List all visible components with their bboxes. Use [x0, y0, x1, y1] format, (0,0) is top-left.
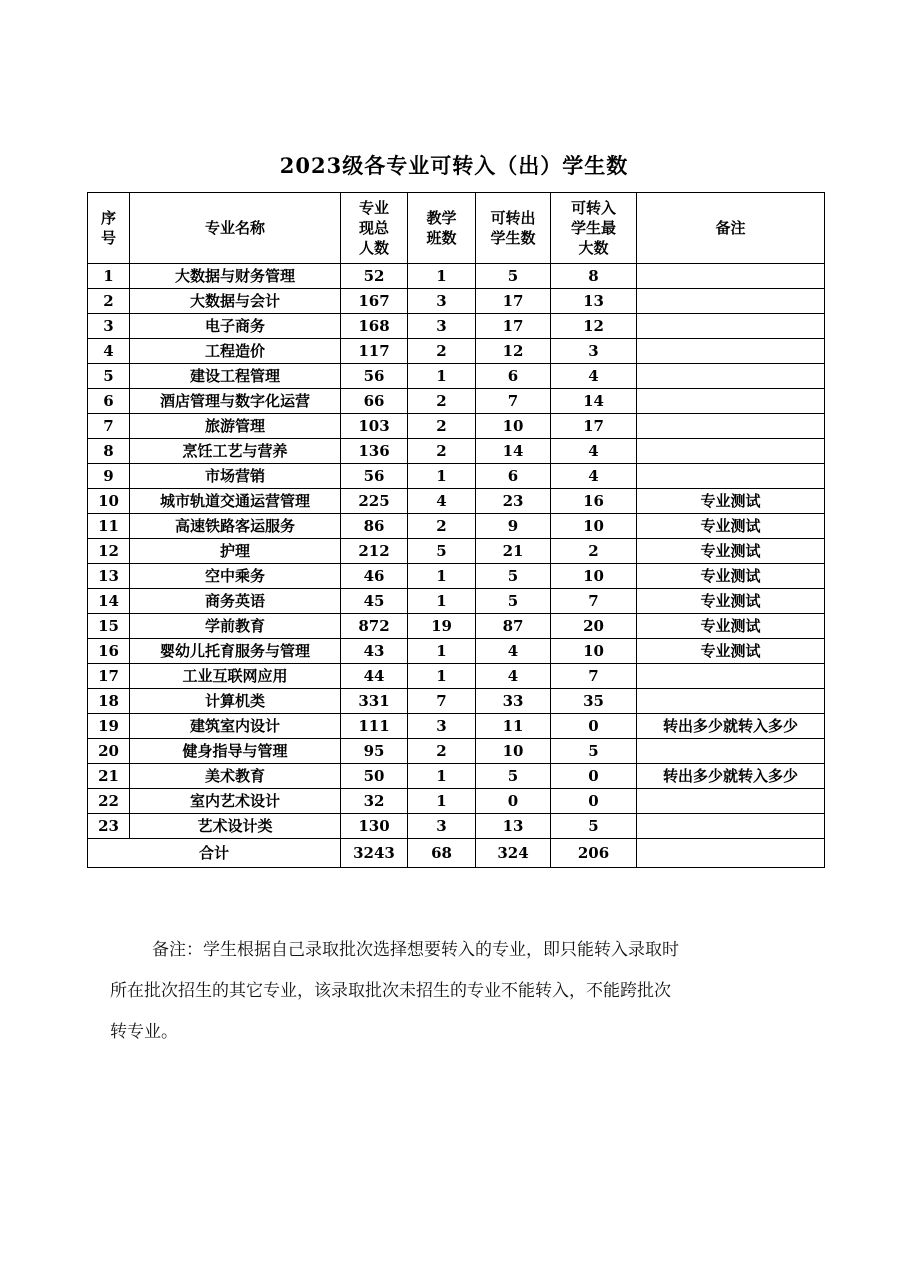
cell-classes: 7	[408, 689, 476, 714]
cell-name: 美术教育	[130, 764, 341, 789]
footnote-line-2: 所在批次招生的其它专业，该录取批次未招生的专业不能转入，不能跨批次	[110, 981, 671, 1001]
cell-name: 城市轨道交通运营管理	[130, 489, 341, 514]
cell-classes: 2	[408, 739, 476, 764]
cell-classes: 3	[408, 289, 476, 314]
cell-total: 56	[341, 364, 408, 389]
cell-seq: 11	[88, 514, 130, 539]
cell-out: 10	[476, 739, 551, 764]
total-row	[88, 839, 825, 868]
cell-remark: 专业测试	[637, 564, 825, 589]
cell-remark	[637, 689, 825, 714]
table-row	[88, 789, 825, 814]
cell-total: 331	[341, 689, 408, 714]
table-row	[88, 414, 825, 439]
cell-out: 5	[476, 589, 551, 614]
cell-classes: 1	[408, 589, 476, 614]
cell-in-max: 12	[551, 314, 637, 339]
table-row	[88, 289, 825, 314]
cell-total: 130	[341, 814, 408, 839]
cell-remark: 专业测试	[637, 539, 825, 564]
table-body	[88, 264, 825, 839]
cell-in-max: 2	[551, 539, 637, 564]
cell-in-max: 17	[551, 414, 637, 439]
cell-in-max: 0	[551, 789, 637, 814]
cell-remark	[637, 339, 825, 364]
header-out: 可转出学生数	[476, 193, 551, 264]
cell-name: 建设工程管理	[130, 364, 341, 389]
cell-classes: 1	[408, 464, 476, 489]
cell-seq: 4	[88, 339, 130, 364]
table-row	[88, 814, 825, 839]
cell-seq: 18	[88, 689, 130, 714]
table-row	[88, 489, 825, 514]
cell-classes: 1	[408, 639, 476, 664]
cell-name: 电子商务	[130, 314, 341, 339]
cell-in-max: 20	[551, 614, 637, 639]
cell-seq: 21	[88, 764, 130, 789]
total-in-max: 206	[551, 839, 637, 868]
total-label: 合计	[88, 839, 341, 868]
cell-remark: 专业测试	[637, 514, 825, 539]
cell-seq: 10	[88, 489, 130, 514]
cell-out: 21	[476, 539, 551, 564]
cell-remark	[637, 789, 825, 814]
cell-total: 45	[341, 589, 408, 614]
cell-total: 43	[341, 639, 408, 664]
cell-total: 136	[341, 439, 408, 464]
cell-name: 烹饪工艺与营养	[130, 439, 341, 464]
cell-classes: 3	[408, 714, 476, 739]
cell-in-max: 5	[551, 814, 637, 839]
cell-name: 健身指导与管理	[130, 739, 341, 764]
transfer-table	[87, 192, 825, 868]
cell-classes: 2	[408, 514, 476, 539]
cell-remark	[637, 264, 825, 289]
cell-name: 商务英语	[130, 589, 341, 614]
cell-total: 167	[341, 289, 408, 314]
cell-classes: 4	[408, 489, 476, 514]
cell-in-max: 7	[551, 589, 637, 614]
table-row	[88, 564, 825, 589]
cell-out: 7	[476, 389, 551, 414]
footnote-line-1: 备注：学生根据自己录取批次选择想要转入的专业，即只能转入录取时	[152, 940, 679, 960]
table-row	[88, 614, 825, 639]
total-remark	[637, 839, 825, 868]
cell-seq: 22	[88, 789, 130, 814]
header-seq: 序号	[88, 193, 130, 264]
footnote	[110, 930, 800, 1053]
table-row	[88, 739, 825, 764]
cell-remark	[637, 389, 825, 414]
cell-seq: 14	[88, 589, 130, 614]
cell-name: 酒店管理与数字化运营	[130, 389, 341, 414]
cell-name: 护理	[130, 539, 341, 564]
cell-in-max: 14	[551, 389, 637, 414]
cell-seq: 9	[88, 464, 130, 489]
cell-classes: 5	[408, 539, 476, 564]
cell-in-max: 35	[551, 689, 637, 714]
table-row	[88, 514, 825, 539]
cell-remark: 转出多少就转入多少	[637, 764, 825, 789]
cell-in-max: 4	[551, 464, 637, 489]
table-row	[88, 364, 825, 389]
cell-seq: 12	[88, 539, 130, 564]
cell-out: 12	[476, 339, 551, 364]
table-row	[88, 464, 825, 489]
table-row	[88, 764, 825, 789]
cell-in-max: 0	[551, 764, 637, 789]
cell-name: 旅游管理	[130, 414, 341, 439]
cell-out: 11	[476, 714, 551, 739]
cell-classes: 2	[408, 389, 476, 414]
table-row	[88, 264, 825, 289]
cell-out: 5	[476, 564, 551, 589]
cell-name: 工业互联网应用	[130, 664, 341, 689]
cell-total: 46	[341, 564, 408, 589]
cell-out: 4	[476, 639, 551, 664]
cell-total: 95	[341, 739, 408, 764]
cell-name: 工程造价	[130, 339, 341, 364]
cell-out: 23	[476, 489, 551, 514]
cell-in-max: 10	[551, 514, 637, 539]
cell-total: 86	[341, 514, 408, 539]
header-total: 专业现总人数	[341, 193, 408, 264]
cell-remark: 专业测试	[637, 589, 825, 614]
cell-total: 103	[341, 414, 408, 439]
cell-name: 婴幼儿托育服务与管理	[130, 639, 341, 664]
cell-classes: 1	[408, 564, 476, 589]
cell-classes: 1	[408, 664, 476, 689]
cell-seq: 7	[88, 414, 130, 439]
cell-in-max: 10	[551, 564, 637, 589]
cell-classes: 2	[408, 439, 476, 464]
cell-seq: 13	[88, 564, 130, 589]
cell-total: 50	[341, 764, 408, 789]
cell-remark	[637, 439, 825, 464]
cell-total: 52	[341, 264, 408, 289]
cell-seq: 17	[88, 664, 130, 689]
cell-in-max: 16	[551, 489, 637, 514]
cell-remark	[637, 414, 825, 439]
cell-seq: 5	[88, 364, 130, 389]
cell-classes: 1	[408, 764, 476, 789]
cell-classes: 1	[408, 789, 476, 814]
cell-remark	[637, 314, 825, 339]
cell-seq: 16	[88, 639, 130, 664]
table-row	[88, 714, 825, 739]
cell-out: 87	[476, 614, 551, 639]
table-row	[88, 664, 825, 689]
table-row	[88, 639, 825, 664]
cell-classes: 3	[408, 814, 476, 839]
cell-total: 168	[341, 314, 408, 339]
total-total: 3243	[341, 839, 408, 868]
cell-remark	[637, 464, 825, 489]
cell-in-max: 13	[551, 289, 637, 314]
cell-out: 33	[476, 689, 551, 714]
header-classes: 教学班数	[408, 193, 476, 264]
cell-remark: 专业测试	[637, 639, 825, 664]
cell-seq: 23	[88, 814, 130, 839]
cell-remark: 专业测试	[637, 614, 825, 639]
cell-classes: 19	[408, 614, 476, 639]
cell-remark: 专业测试	[637, 489, 825, 514]
cell-in-max: 4	[551, 364, 637, 389]
cell-out: 5	[476, 264, 551, 289]
cell-out: 10	[476, 414, 551, 439]
cell-in-max: 4	[551, 439, 637, 464]
cell-remark	[637, 289, 825, 314]
header-remark: 备注	[637, 193, 825, 264]
cell-total: 212	[341, 539, 408, 564]
table-row	[88, 589, 825, 614]
cell-classes: 2	[408, 414, 476, 439]
cell-out: 6	[476, 464, 551, 489]
header-row	[88, 193, 825, 264]
table-row	[88, 339, 825, 364]
cell-classes: 1	[408, 264, 476, 289]
cell-name: 大数据与财务管理	[130, 264, 341, 289]
cell-out: 6	[476, 364, 551, 389]
cell-total: 111	[341, 714, 408, 739]
cell-total: 56	[341, 464, 408, 489]
cell-name: 建筑室内设计	[130, 714, 341, 739]
cell-in-max: 10	[551, 639, 637, 664]
cell-in-max: 5	[551, 739, 637, 764]
cell-classes: 2	[408, 339, 476, 364]
cell-out: 13	[476, 814, 551, 839]
cell-name: 艺术设计类	[130, 814, 341, 839]
cell-remark	[637, 814, 825, 839]
footnote-line-3: 转专业。	[110, 1022, 178, 1042]
cell-out: 0	[476, 789, 551, 814]
cell-seq: 6	[88, 389, 130, 414]
total-out: 324	[476, 839, 551, 868]
table-row	[88, 389, 825, 414]
cell-classes: 1	[408, 364, 476, 389]
table-row	[88, 539, 825, 564]
table-row	[88, 439, 825, 464]
document-title: 2023级各专业可转入（出）学生数	[279, 153, 629, 178]
cell-seq: 3	[88, 314, 130, 339]
cell-out: 17	[476, 289, 551, 314]
cell-remark: 转出多少就转入多少	[637, 714, 825, 739]
cell-in-max: 8	[551, 264, 637, 289]
cell-seq: 8	[88, 439, 130, 464]
cell-total: 872	[341, 614, 408, 639]
cell-name: 计算机类	[130, 689, 341, 714]
cell-name: 市场营销	[130, 464, 341, 489]
cell-remark	[637, 364, 825, 389]
cell-total: 66	[341, 389, 408, 414]
cell-total: 225	[341, 489, 408, 514]
table-row	[88, 314, 825, 339]
cell-seq: 2	[88, 289, 130, 314]
total-classes: 68	[408, 839, 476, 868]
cell-seq: 1	[88, 264, 130, 289]
cell-out: 9	[476, 514, 551, 539]
cell-seq: 20	[88, 739, 130, 764]
cell-seq: 19	[88, 714, 130, 739]
cell-in-max: 0	[551, 714, 637, 739]
cell-seq: 15	[88, 614, 130, 639]
cell-name: 室内艺术设计	[130, 789, 341, 814]
cell-total: 117	[341, 339, 408, 364]
cell-remark	[637, 739, 825, 764]
cell-total: 44	[341, 664, 408, 689]
cell-out: 14	[476, 439, 551, 464]
cell-total: 32	[341, 789, 408, 814]
cell-out: 4	[476, 664, 551, 689]
header-name: 专业名称	[130, 193, 341, 264]
cell-in-max: 3	[551, 339, 637, 364]
cell-out: 5	[476, 764, 551, 789]
cell-out: 17	[476, 314, 551, 339]
header-in-max: 可转入学生最大数	[551, 193, 637, 264]
table-row	[88, 689, 825, 714]
cell-name: 空中乘务	[130, 564, 341, 589]
cell-classes: 3	[408, 314, 476, 339]
cell-name: 高速铁路客运服务	[130, 514, 341, 539]
cell-name: 大数据与会计	[130, 289, 341, 314]
cell-in-max: 7	[551, 664, 637, 689]
cell-name: 学前教育	[130, 614, 341, 639]
cell-remark	[637, 664, 825, 689]
